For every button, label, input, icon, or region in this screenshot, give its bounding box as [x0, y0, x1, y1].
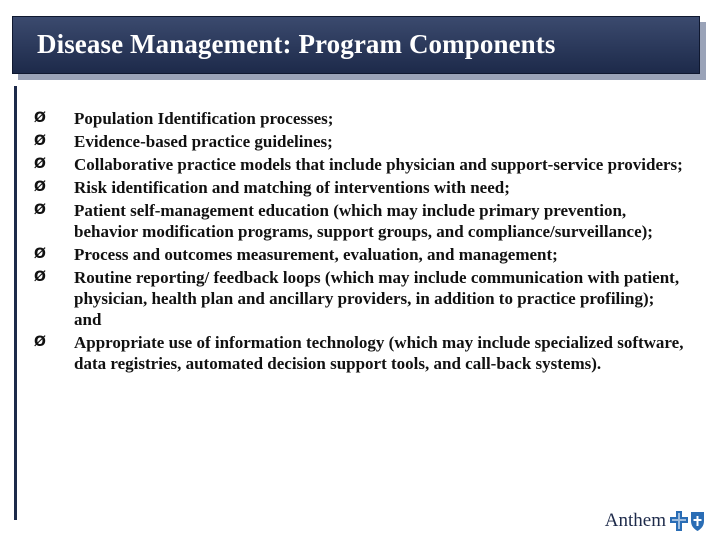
bullet-text: Collaborative practice models that include physician and support-service providers; — [74, 155, 683, 174]
arrow-bullet-icon: Ø — [34, 246, 46, 262]
bullet-text: Process and outcomes measurement, evaluation, and management; — [74, 245, 558, 264]
anthem-logo — [605, 510, 706, 532]
arrow-bullet-icon: Ø — [34, 156, 46, 172]
bullet-text: Routine reporting/ feedback loops (which may include communication with patient, physician, health plan and ancillary providers, in addition to practice profiling); and — [74, 268, 680, 329]
bullet-text: Patient self-management education (which may include primary prevention, behavior modification programs, support groups, and compliance/surveillance); — [74, 201, 653, 241]
list-item — [34, 154, 684, 175]
bullet-text: Risk identification and matching of interventions with need; — [74, 178, 510, 197]
list-item — [34, 131, 684, 152]
list-item — [34, 244, 684, 265]
title-bar — [12, 16, 700, 74]
list-item — [34, 108, 684, 129]
list-item — [34, 332, 684, 374]
blue-cross-blue-shield-icon — [670, 510, 706, 532]
arrow-bullet-icon: Ø — [34, 133, 46, 149]
left-divider — [14, 86, 17, 520]
list-item — [34, 200, 684, 242]
bullet-text: Appropriate use of information technology (which may include specialized software, data registries, automated decision support tools, and call-back systems). — [74, 333, 684, 373]
slide-title: Disease Management: Program Components — [37, 29, 556, 59]
list-item — [34, 267, 684, 330]
arrow-bullet-icon: Ø — [34, 202, 46, 218]
bullet-text: Population Identification processes; — [74, 109, 334, 128]
list-item — [34, 177, 684, 198]
arrow-bullet-icon: Ø — [34, 110, 46, 126]
arrow-bullet-icon: Ø — [34, 179, 46, 195]
logo-wordmark: Anthem — [604, 510, 666, 531]
arrow-bullet-icon: Ø — [34, 334, 46, 350]
arrow-bullet-icon: Ø — [34, 269, 46, 285]
bullet-text: Evidence-based practice guidelines; — [74, 132, 333, 151]
bullet-list — [34, 108, 684, 376]
